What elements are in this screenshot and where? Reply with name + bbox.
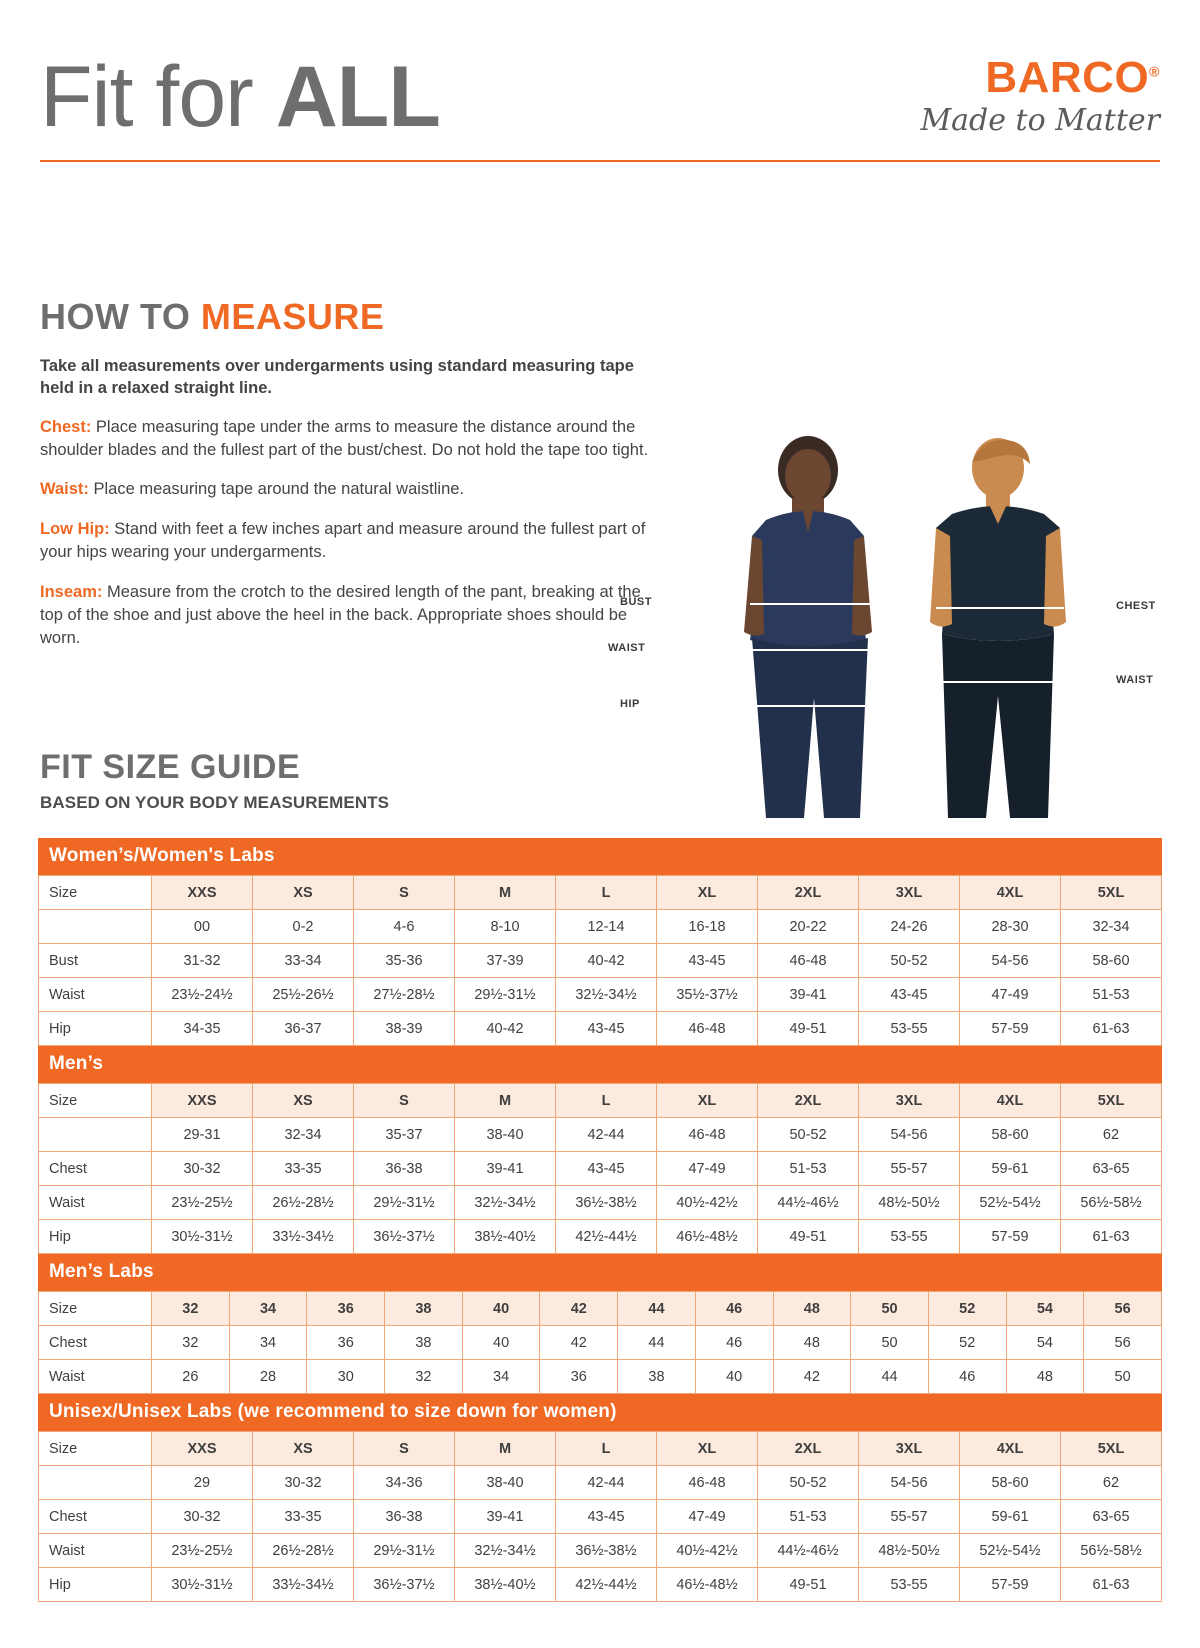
table-header-cell: 4XL (960, 876, 1061, 910)
table-cell: 43-45 (556, 1012, 657, 1046)
table-row-label: Chest (39, 1326, 152, 1360)
table-cell: 34 (462, 1360, 540, 1394)
table-cell: 31-32 (152, 944, 253, 978)
table-header-cell: 2XL (758, 1084, 859, 1118)
table-row-label: Hip (39, 1012, 152, 1046)
measure-item-low-hip-text: Stand with feet a few inches apart and measure around the fullest part of your hips wearing your undergarments. (40, 519, 646, 561)
table-cell: 49-51 (758, 1568, 859, 1602)
table-cell: 61-63 (1061, 1568, 1162, 1602)
table-header-cell: 3XL (859, 1084, 960, 1118)
table-header-cell: 34 (229, 1292, 307, 1326)
table-header-cell: 4XL (960, 1084, 1061, 1118)
table-cell: 35½-37½ (657, 978, 758, 1012)
table-cell: 26 (152, 1360, 230, 1394)
table-cell: 52 (928, 1326, 1006, 1360)
table-header-cell: M (455, 1432, 556, 1466)
table-row-label: Waist (39, 1360, 152, 1394)
table-cell: 62 (1061, 1466, 1162, 1500)
table-cell: 54-56 (859, 1118, 960, 1152)
page-title-light: Fit for (40, 49, 276, 145)
table-header-cell: XS (253, 1432, 354, 1466)
table-cell: 36½-38½ (556, 1534, 657, 1568)
table-cell: 59-61 (960, 1500, 1061, 1534)
table-cell: 37-39 (455, 944, 556, 978)
table-cell: 25½-26½ (253, 978, 354, 1012)
table-cell: 23½-24½ (152, 978, 253, 1012)
table-row-label: Size (39, 876, 152, 910)
table-cell: 61-63 (1061, 1012, 1162, 1046)
table-cell: 42-44 (556, 1118, 657, 1152)
table-row-label: Waist (39, 1186, 152, 1220)
table-cell: 54-56 (859, 1466, 960, 1500)
table-header-cell: L (556, 1432, 657, 1466)
table-header-cell: 48 (773, 1292, 851, 1326)
table-cell: 51-53 (758, 1500, 859, 1534)
registered-mark-icon: ® (1149, 63, 1160, 80)
table-cell: 30½-31½ (152, 1220, 253, 1254)
label-bust: BUST (620, 596, 652, 608)
table-header-cell: 2XL (758, 1432, 859, 1466)
table-row-label (39, 1118, 152, 1152)
page-title-bold: ALL (275, 49, 440, 145)
table-cell: 51-53 (1061, 978, 1162, 1012)
table-cell: 63-65 (1061, 1500, 1162, 1534)
table-cell: 48½-50½ (859, 1534, 960, 1568)
table-header-cell: XL (657, 1084, 758, 1118)
table-header-cell: L (556, 1084, 657, 1118)
table-cell: 46-48 (758, 944, 859, 978)
table-cell: 48 (1006, 1360, 1084, 1394)
size-table (38, 1431, 1162, 1602)
table-cell: 32-34 (253, 1118, 354, 1152)
table-cell: 30-32 (152, 1500, 253, 1534)
table-cell: 35-37 (354, 1118, 455, 1152)
table-row (39, 1118, 1162, 1152)
table-band-heading: Men’s Labs (38, 1254, 1162, 1291)
measure-item-inseam-label: Inseam: (40, 582, 103, 601)
table-band-heading: Unisex/Unisex Labs (we recommend to size down for women) (38, 1394, 1162, 1431)
table-cell: 57-59 (960, 1568, 1061, 1602)
table-cell: 44 (618, 1326, 696, 1360)
table-cell: 63-65 (1061, 1152, 1162, 1186)
table-cell: 20-22 (758, 910, 859, 944)
table-cell: 38 (618, 1360, 696, 1394)
table-cell: 32½-34½ (455, 1186, 556, 1220)
table-row-label: Chest (39, 1500, 152, 1534)
table-cell: 34-35 (152, 1012, 253, 1046)
table-cell: 38½-40½ (455, 1220, 556, 1254)
table-cell: 8-10 (455, 910, 556, 944)
table-header-row (39, 1084, 1162, 1118)
table-cell: 34 (229, 1326, 307, 1360)
table-cell: 0-2 (253, 910, 354, 944)
measure-item-waist-label: Waist: (40, 480, 89, 499)
table-cell: 29-31 (152, 1118, 253, 1152)
page-header (40, 48, 1160, 160)
table-cell: 24-26 (859, 910, 960, 944)
table-row-label: Waist (39, 978, 152, 1012)
table-header-cell: 2XL (758, 876, 859, 910)
table-cell: 50 (1084, 1360, 1162, 1394)
table-header-cell: S (354, 1432, 455, 1466)
table-cell: 46 (695, 1326, 773, 1360)
measure-item-inseam (40, 581, 650, 650)
table-cell: 36-37 (253, 1012, 354, 1046)
table-cell: 12-14 (556, 910, 657, 944)
table-cell: 50-52 (859, 944, 960, 978)
table-header-cell: S (354, 1084, 455, 1118)
table-cell: 47-49 (960, 978, 1061, 1012)
table-cell: 50-52 (758, 1466, 859, 1500)
table-cell: 46-48 (657, 1118, 758, 1152)
table-header-cell: S (354, 876, 455, 910)
table-header-cell: 5XL (1061, 1432, 1162, 1466)
measure-item-low-hip-label: Low Hip: (40, 519, 110, 538)
table-cell: 47-49 (657, 1500, 758, 1534)
table-cell: 30-32 (152, 1152, 253, 1186)
table-cell: 57-59 (960, 1012, 1061, 1046)
how-to-measure-title-plain: HOW TO (40, 296, 201, 337)
table-cell: 46½-48½ (657, 1568, 758, 1602)
table-cell: 46 (928, 1360, 1006, 1394)
fit-size-guide-title: FIT SIZE GUIDE (40, 748, 301, 786)
table-cell: 42-44 (556, 1466, 657, 1500)
table-cell: 58-60 (960, 1118, 1061, 1152)
table-cell: 33½-34½ (253, 1568, 354, 1602)
table-cell: 50-52 (758, 1118, 859, 1152)
table-cell: 48½-50½ (859, 1186, 960, 1220)
table-header-cell: 42 (540, 1292, 618, 1326)
table-cell: 54-56 (960, 944, 1061, 978)
table-cell: 33-34 (253, 944, 354, 978)
table-header-cell: 36 (307, 1292, 385, 1326)
brand-tagline: Made to Matter (920, 103, 1160, 138)
table-cell: 30 (307, 1360, 385, 1394)
table-cell: 53-55 (859, 1012, 960, 1046)
table-cell: 61-63 (1061, 1220, 1162, 1254)
table-cell: 58-60 (960, 1466, 1061, 1500)
table-cell: 40½-42½ (657, 1186, 758, 1220)
size-table (38, 1291, 1162, 1394)
table-cell: 29½-31½ (354, 1534, 455, 1568)
table-header-cell: 3XL (859, 1432, 960, 1466)
table-cell: 55-57 (859, 1500, 960, 1534)
table-header-cell: XL (657, 876, 758, 910)
table-cell: 28 (229, 1360, 307, 1394)
table-header-cell: XS (253, 876, 354, 910)
table-header-cell: XXS (152, 1084, 253, 1118)
table-cell: 32½-34½ (556, 978, 657, 1012)
table-cell: 36-38 (354, 1500, 455, 1534)
table-cell: 4-6 (354, 910, 455, 944)
table-cell: 23½-25½ (152, 1534, 253, 1568)
table-header-cell: XS (253, 1084, 354, 1118)
table-header-cell: XXS (152, 1432, 253, 1466)
table-cell: 48 (773, 1326, 851, 1360)
table-row-label: Size (39, 1292, 152, 1326)
table-cell: 38½-40½ (455, 1568, 556, 1602)
fit-size-guide-header (40, 748, 1160, 813)
table-cell: 40 (695, 1360, 773, 1394)
table-row-label: Hip (39, 1220, 152, 1254)
table-cell: 43-45 (556, 1152, 657, 1186)
table-header-cell: 5XL (1061, 1084, 1162, 1118)
table-cell: 36½-37½ (354, 1568, 455, 1602)
how-to-measure-title-accent: MEASURE (200, 296, 385, 337)
table-band-heading: Women’s/Women's Labs (38, 838, 1162, 875)
table-cell: 58-60 (1061, 944, 1162, 978)
table-cell: 62 (1061, 1118, 1162, 1152)
table-row-label (39, 910, 152, 944)
table-cell: 53-55 (859, 1568, 960, 1602)
table-cell: 43-45 (859, 978, 960, 1012)
table-cell: 26½-28½ (253, 1534, 354, 1568)
table-header-row (39, 1432, 1162, 1466)
table-cell: 34-36 (354, 1466, 455, 1500)
table-cell: 46-48 (657, 1466, 758, 1500)
table-row-label: Size (39, 1084, 152, 1118)
table-cell: 57-59 (960, 1220, 1061, 1254)
table-cell: 52½-54½ (960, 1534, 1061, 1568)
size-table (38, 875, 1162, 1046)
how-to-measure-section (40, 296, 650, 662)
table-cell: 44½-46½ (758, 1534, 859, 1568)
table-header-cell: 32 (152, 1292, 230, 1326)
table-cell: 51-53 (758, 1152, 859, 1186)
table-cell: 49-51 (758, 1012, 859, 1046)
table-cell: 36-38 (354, 1152, 455, 1186)
table-cell: 36 (540, 1360, 618, 1394)
measure-item-waist (40, 478, 650, 501)
table-cell: 33-35 (253, 1152, 354, 1186)
table-band-heading: Men’s (38, 1046, 1162, 1083)
table-cell: 46-48 (657, 1012, 758, 1046)
table-cell: 30-32 (253, 1466, 354, 1500)
measure-item-inseam-text: Measure from the crotch to the desired length of the pant, breaking at the top of the shoe and just above the heel in the back. Appropriate shoes should be worn. (40, 582, 641, 647)
table-cell: 36½-37½ (354, 1220, 455, 1254)
table-cell: 40-42 (455, 1012, 556, 1046)
table-header-cell: XXS (152, 876, 253, 910)
table-row (39, 1186, 1162, 1220)
label-waist-left: WAIST (608, 642, 646, 654)
table-header-cell: 56 (1084, 1292, 1162, 1326)
table-row (39, 1012, 1162, 1046)
table-row-label: Size (39, 1432, 152, 1466)
table-row-label: Waist (39, 1534, 152, 1568)
header-divider (40, 160, 1160, 162)
table-cell: 35-36 (354, 944, 455, 978)
size-tables (38, 838, 1162, 1602)
table-header-cell: M (455, 876, 556, 910)
table-cell: 40-42 (556, 944, 657, 978)
table-cell: 42 (540, 1326, 618, 1360)
table-header-cell: 50 (851, 1292, 929, 1326)
table-cell: 29½-31½ (354, 1186, 455, 1220)
table-row (39, 1326, 1162, 1360)
measure-item-waist-text: Place measuring tape around the natural waistline. (88, 480, 465, 499)
table-cell: 32½-34½ (455, 1534, 556, 1568)
table-header-cell: L (556, 876, 657, 910)
table-header-cell: 52 (928, 1292, 1006, 1326)
measure-lead-text: Take all measurements over undergarments using standard measuring tape held in a relaxed straight line. (40, 356, 634, 397)
table-cell: 38-39 (354, 1012, 455, 1046)
table-cell: 38-40 (455, 1118, 556, 1152)
table-row (39, 1220, 1162, 1254)
table-cell: 39-41 (758, 978, 859, 1012)
table-row (39, 1568, 1162, 1602)
table-cell: 27½-28½ (354, 978, 455, 1012)
table-cell: 54 (1006, 1326, 1084, 1360)
table-cell: 40 (462, 1326, 540, 1360)
table-header-cell: 4XL (960, 1432, 1061, 1466)
table-cell: 43-45 (657, 944, 758, 978)
table-cell: 40½-42½ (657, 1534, 758, 1568)
table-cell: 32 (152, 1326, 230, 1360)
measure-item-low-hip (40, 518, 650, 564)
measure-item-chest-label: Chest: (40, 417, 92, 436)
table-header-row (39, 876, 1162, 910)
table-header-cell: 5XL (1061, 876, 1162, 910)
table-cell: 42 (773, 1360, 851, 1394)
table-row-label: Bust (39, 944, 152, 978)
table-cell: 43-45 (556, 1500, 657, 1534)
table-cell: 46½-48½ (657, 1220, 758, 1254)
size-table (38, 1083, 1162, 1254)
brand-name (920, 53, 1160, 102)
table-cell: 32-34 (1061, 910, 1162, 944)
table-cell: 16-18 (657, 910, 758, 944)
table-header-row (39, 1292, 1162, 1326)
table-cell: 38-40 (455, 1466, 556, 1500)
table-cell: 49-51 (758, 1220, 859, 1254)
table-header-cell: 46 (695, 1292, 773, 1326)
table-cell: 29½-31½ (455, 978, 556, 1012)
table-cell: 39-41 (455, 1500, 556, 1534)
table-cell: 23½-25½ (152, 1186, 253, 1220)
table-cell: 47-49 (657, 1152, 758, 1186)
table-cell: 55-57 (859, 1152, 960, 1186)
table-cell: 26½-28½ (253, 1186, 354, 1220)
table-row (39, 910, 1162, 944)
table-row-label: Chest (39, 1152, 152, 1186)
table-row (39, 1152, 1162, 1186)
table-cell: 30½-31½ (152, 1568, 253, 1602)
table-cell: 59-61 (960, 1152, 1061, 1186)
table-cell: 38 (385, 1326, 463, 1360)
table-header-cell: 3XL (859, 876, 960, 910)
table-cell: 42½-44½ (556, 1220, 657, 1254)
table-cell: 44½-46½ (758, 1186, 859, 1220)
table-row-label: Hip (39, 1568, 152, 1602)
table-header-cell: 38 (385, 1292, 463, 1326)
table-row (39, 1500, 1162, 1534)
table-cell: 52½-54½ (960, 1186, 1061, 1220)
table-cell: 56½-58½ (1061, 1534, 1162, 1568)
size-guide-page (0, 48, 1200, 1648)
table-cell: 39-41 (455, 1152, 556, 1186)
table-row (39, 944, 1162, 978)
how-to-measure-title (40, 296, 650, 338)
table-cell: 00 (152, 910, 253, 944)
measure-item-chest-text: Place measuring tape under the arms to measure the distance around the shoulder blades and the fullest part of the bust/chest. Do not hold the tape too tight. (40, 417, 649, 459)
table-cell: 50 (851, 1326, 929, 1360)
table-cell: 32 (385, 1360, 463, 1394)
table-header-cell: 40 (462, 1292, 540, 1326)
label-hip: HIP (620, 698, 640, 710)
table-cell: 56½-58½ (1061, 1186, 1162, 1220)
table-header-cell: M (455, 1084, 556, 1118)
fit-size-guide-subtitle: BASED ON YOUR BODY MEASUREMENTS (40, 793, 390, 812)
table-cell: 28-30 (960, 910, 1061, 944)
table-cell: 53-55 (859, 1220, 960, 1254)
table-row (39, 1466, 1162, 1500)
measure-item-chest (40, 416, 650, 462)
table-cell: 56 (1084, 1326, 1162, 1360)
table-row (39, 1534, 1162, 1568)
table-cell: 33½-34½ (253, 1220, 354, 1254)
page-title (40, 49, 440, 145)
table-cell: 36½-38½ (556, 1186, 657, 1220)
table-row-label (39, 1466, 152, 1500)
table-header-cell: XL (657, 1432, 758, 1466)
table-header-cell: 44 (618, 1292, 696, 1326)
table-header-cell: 54 (1006, 1292, 1084, 1326)
table-cell: 42½-44½ (556, 1568, 657, 1602)
table-cell: 33-35 (253, 1500, 354, 1534)
label-waist-right: WAIST (1116, 674, 1154, 686)
brand-name-text: BARCO (985, 53, 1150, 102)
brand-logo (920, 53, 1160, 138)
table-row (39, 978, 1162, 1012)
table-row (39, 1360, 1162, 1394)
label-chest: CHEST (1116, 600, 1156, 612)
table-cell: 44 (851, 1360, 929, 1394)
table-cell: 36 (307, 1326, 385, 1360)
table-cell: 29 (152, 1466, 253, 1500)
